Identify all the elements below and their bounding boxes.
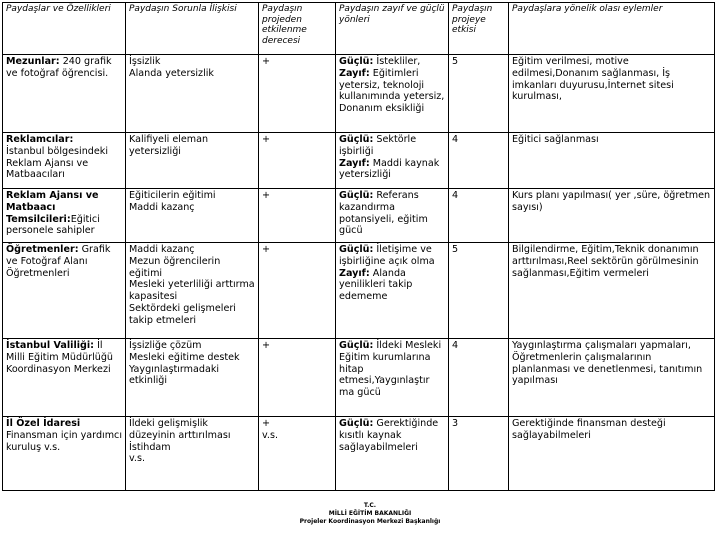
table-row [3,339,715,417]
impact-cell [449,243,509,339]
header-relation: Paydaşın Sorunla İlişkisi [126,3,259,55]
table-row [3,55,715,133]
strength-text: İstekliler, [373,56,421,67]
stakeholder-name: Mezunlar: [6,56,60,67]
strength-item [339,418,445,453]
actions-cell [509,339,715,417]
relation-text: Maddi kazanç Mezun öğrencilerin eğitimi Mesleki yeterliliği arttırma kapasitesi Sektördeki gelişmeleri takip etmeleri [129,244,255,326]
actions-cell [509,133,715,189]
stakeholder-description: Eğitici personele sahipler [6,213,100,237]
strength-label: Güçlü: [339,244,374,255]
footer-line-3: Projeler Koordinasyon Merkezi Başkanlığı [299,518,441,525]
stakeholder-cell [3,339,126,417]
actions-cell [509,417,715,491]
stakeholder-cell [3,55,126,133]
strength-label: Zayıf: [339,157,370,169]
strength-label: Zayıf: [339,67,370,79]
strength-label: Güçlü: [339,134,374,145]
relation-text: Kalifiyeli eleman yetersizliği [129,134,209,157]
actions-cell [509,243,715,339]
strength-text: Sektörle işbirliği [339,134,417,157]
stakeholder-name: İstanbul Valiliği: [6,340,95,351]
strength-label: Zayıf: [339,267,370,279]
actions-text: Bilgilendirme, Eğitim,Teknik donanımın arttırılması,Reel sektörün görülmesinin sağlanması,Eğitim vermeleri [512,244,699,279]
table-row [3,417,715,491]
impact-cell [449,189,509,243]
strength-item [339,268,445,303]
impact-cell [449,55,509,133]
header-row [3,3,715,55]
relation-cell [126,417,259,491]
strength-item [339,340,445,399]
strength-label: Güçlü: [339,190,374,201]
strengths-cell [336,189,449,243]
relation-cell [126,339,259,417]
strength-item [339,244,445,268]
effect-value: + [262,340,271,351]
table-row [3,243,715,339]
strength-text: Eğitimleri yetersiz, teknoloji kullanımında yetersiz, Donanım eksikliği [339,67,445,115]
stakeholder-name: İl Özel İdaresi [6,418,81,429]
strength-text: Alanda yenilikleri takip edememe [339,267,413,303]
strengths-cell [336,243,449,339]
relation-cell [126,133,259,189]
header-effect: Paydaşın projeden etkilenme derecesi [259,3,336,55]
impact-value: 4 [452,340,459,351]
strength-item [339,68,445,115]
stakeholder-cell [3,417,126,491]
ministry-footer [270,502,470,526]
header-stakeholders: Paydaşlar ve Özellikleri [3,3,126,55]
stakeholder-description: Finansman için yardımcı kuruluş v.s. [6,429,122,453]
relation-cell [126,55,259,133]
impact-value: 3 [452,418,459,429]
impact-value: 4 [452,190,459,201]
actions-cell [509,55,715,133]
effect-value: + [262,56,271,67]
relation-cell [126,189,259,243]
strength-item [339,158,445,182]
footer-line-1: T.C. [363,502,377,509]
stakeholder-description: İstanbul bölgesindeki Reklam Ajansı ve Matbaacıları [6,145,109,181]
effect-value: + v.s. [262,418,279,441]
footer-line-2: MİLLİ EĞİTİM BAKANLIĞI [328,510,412,517]
stakeholder-cell [3,189,126,243]
strengths-cell [336,417,449,491]
impact-value: 4 [452,134,459,145]
effect-cell [259,133,336,189]
stakeholder-name: Öğretmenler: [6,244,79,255]
strength-label: Güçlü: [339,418,374,429]
table-row [3,133,715,189]
impact-cell [449,133,509,189]
strengths-cell [336,55,449,133]
relation-text: Eğiticilerin eğitimi Maddi kazanç [129,190,216,213]
impact-cell [449,417,509,491]
actions-cell [509,189,715,243]
impact-cell [449,339,509,417]
effect-value: + [262,190,271,201]
stakeholder-name: Reklamcılar: [6,134,74,145]
header-impact: Paydaşın projeye etkisi [449,3,509,55]
actions-text: Yaygınlaştırma çalışmaları yapmaları, Öğretmenlerin çalışmalarının planlanması ve denetlenmesi, tanıtımın yapılması [512,340,703,387]
strength-text: Maddi kaynak yetersizliği [339,157,440,181]
relation-text: İldeki gelişmişlik düzeyinin arttırılması İstihdam v.s. [129,418,231,465]
strengths-cell [336,133,449,189]
stakeholder-cell [3,243,126,339]
stakeholder-description: 240 grafik ve fotoğraf öğrencisi. [6,56,112,79]
stakeholder-name: Reklam Ajansı ve Matbaacı Temsilcileri: [6,190,99,225]
strength-text: İletişime ve işbirliğine açık olma [339,244,435,267]
table-row [3,189,715,243]
strength-text: Gerektiğinde kısıtlı kaynak sağlayabilmeleri [339,418,439,453]
effect-cell [259,55,336,133]
strength-text: İldeki Mesleki Eğitim kurumlarına hitap etmesi,Yaygınlaştır ma gücü [339,340,442,399]
relation-text: İşsizlik Alanda yetersizlik [129,56,214,79]
effect-cell [259,417,336,491]
header-strengths: Paydaşın zayıf ve güçlü yönleri [336,3,449,55]
actions-text: Eğitim verilmesi, motive edilmesi,Donanım sağlanması, İş imkanları duyurusu,İnternet sitesi kurulması, [512,56,674,103]
header-actions: Paydaşlara yönelik olası eylemler [509,3,715,55]
stakeholder-description: Grafik ve Fotoğraf Alanı Öğretmenleri [6,244,111,279]
effect-cell [259,339,336,417]
stakeholder-table [2,2,715,491]
actions-text: Kurs planı yapılması( yer ,süre, öğretmen sayısı) [512,190,711,213]
stakeholder-cell [3,133,126,189]
actions-text: Eğitici sağlanması [512,134,599,145]
strength-item [339,56,445,68]
effect-value: + [262,134,271,145]
strength-label: Güçlü: [339,340,374,351]
impact-value: 5 [452,244,459,255]
strengths-cell [336,339,449,417]
relation-cell [126,243,259,339]
strength-item [339,190,445,237]
relation-text: İşsizliğe çözüm Mesleki eğitime destek Yaygınlaştırmadaki etkinliği [129,340,240,387]
strength-label: Güçlü: [339,56,374,67]
impact-value: 5 [452,56,459,67]
strength-text: Referans kazandırma potansiyeli, eğitim gücü [339,190,428,237]
stakeholder-description: İl Milli Eğitim Müdürlüğü Koordinasyon Merkezi [6,340,114,375]
effect-cell [259,189,336,243]
strength-item [339,134,445,158]
effect-cell [259,243,336,339]
actions-text: Gerektiğinde finansman desteği sağlayabilmeleri [512,418,666,441]
effect-value: + [262,244,271,255]
